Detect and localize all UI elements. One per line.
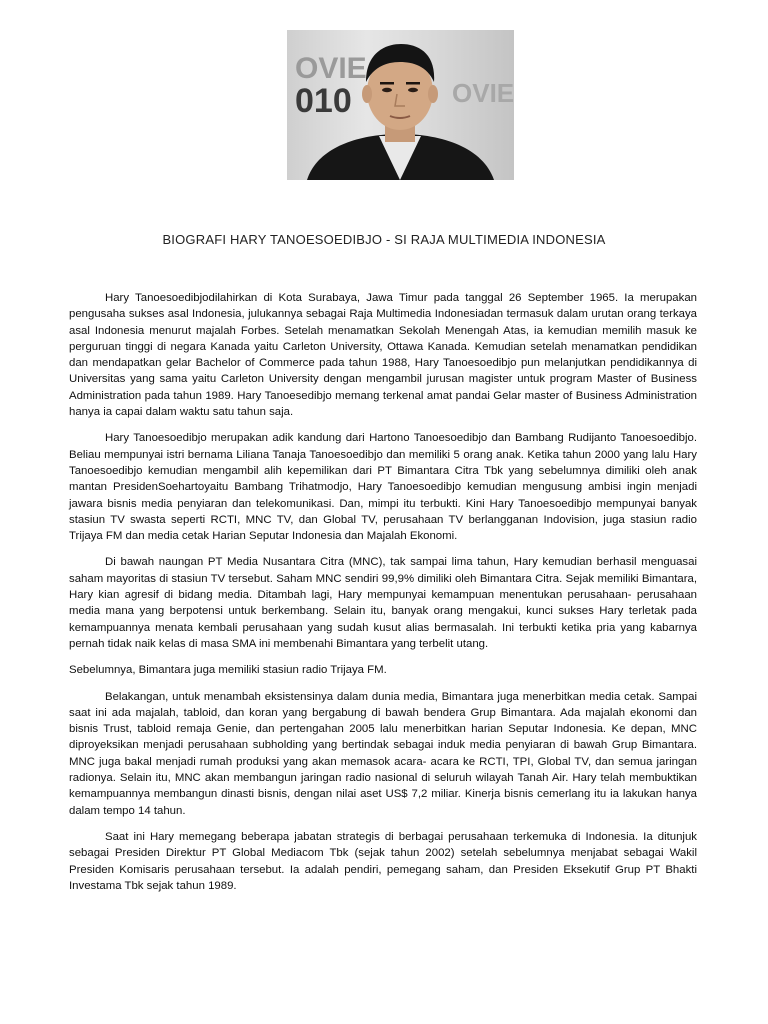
paragraph: Hary Tanoesoedibjodilahirkan di Kota Surabaya, Jawa Timur pada tanggal 26 September 1965. Ia merupakan pengusaha sukses asal Indonesia, julukannya sebagai Raja Multimedia Indonesiadan termasuk dalam urutan orang terkaya asal Indonesia menurut majalah Forbes. Setelah menamatkan Sekolah Menengah Atas, ia kemudian memilih masuk ke perguruan tinggi di negara Kanada yaitu Carleton University, Ottawa Kanada. Kemudian setelah menamatkan pendidikan dan mendapatkan gelar Bachelor of Commerce pada tahun 1988, Hary Tanoesoedibjo pun melanjutkan pendidikannya di Universitas yang sama yaitu Carleton University dengan mengambil jurusan magister untuk program Master of Business Administration pada tahun 1989. Hary Tanoesedibjo memang terkenal amat pandai Gelar master of Business Administration hanya ia capai dalam waktu satu tahun saja. xyxy=(69,292,697,419)
paragraph: Sebelumnya, Bimantara juga memiliki stasiun radio Trijaya FM. xyxy=(69,664,387,677)
portrait-illustration xyxy=(287,30,514,180)
paragraph: Saat ini Hary memegang beberapa jabatan strategis di berbagai perusahaan terkemuka di Indonesia. Ia ditunjuk sebagai Presiden Direktur PT Global Mediacom Tbk (sejak tahun 2002) setelah sebelumnya menjabat sebagai Wakil Presiden Komisaris perusahaan tersebut. Ia adalah pendiri, pemegang saham, dan Presiden Eksekutif Grup PT Bhakti Investama Tbk sejak tahun 1989. xyxy=(69,830,697,892)
paragraph: Hary Tanoesoedibjo merupakan adik kandung dari Hartono Tanoesoedibjo dan Bambang Rudijanto Tanoesoedibjo. Beliau mempunyai istri bernama Liliana Tanaja Tanoesoedibjo dan memiliki 5 orang anak. Ketika tahun 2000 yang lalu Hary Tanoesoedibjo kemudian mengambil alih kepemilikan dari PT Bimantara Citra Tbk yang sebelumnya dimiliki oleh anak mantan PresidenSoehartoyaitu Bambang Trihatmodjo, Hary Tanoesoedibjo kemudian mengusung ambisi ingin menjadi jawara bisnis media penyiaran dan telekomunikasi. Dan, mimpi itu terbukti. Kini Hary Tanoesoedibjo mempunyai banyak stasiun TV swasta seperti RCTI, MNC TV, dan Global TV, perusahaan TV berlangganan Indovision, juga stasiun radio Trijaya FM dan media cetak Harian Seputar Indonesia dan Majalah Ekonomi. xyxy=(69,432,697,543)
document-title: BIOGRAFI HARY TANOESOEDIBJO - SI RAJA MULTIMEDIA INDONESIA xyxy=(162,232,606,247)
biography-body xyxy=(69,290,697,904)
paragraph: Belakangan, untuk menambah eksistensinya dalam dunia media, Bimantara juga menerbitkan media cetak. Sampai saat ini ada majalah, tabloid, dan koran yang bergabung di bawah bendera Grup Bimantara. Ada majalah ekonomi dan bisnis Trust, tabloid remaja Genie, dan pertengahan 2005 lalu menerbitkan harian Seputar Indonesia. Ke depan, MNC diproyeksikan menjadi perusahaan subholding yang bertindak sebagai induk media penyiaran di bawah Grup Bimantara. MNC juga bakal menjadi rumah produksi yang akan memasok acara- acara ke RCTI, TPI, Global TV, dan semua jaringan radionya. Selain itu, MNC akan membangun jaringan radio nasional di seluruh wilayah Tanah Air. Hary telah membuktikan kemampuannya membangun dinasti bisnis, dengan nilai aset US$ 7,2 miliar. Kinerja bisnis cemerlang itu ia lakukan hanya dalam tempo 14 tahun. xyxy=(69,690,697,817)
portrait-photo xyxy=(287,30,514,180)
backdrop-text: OVIE xyxy=(452,78,514,108)
backdrop-text: 010 xyxy=(295,82,352,120)
backdrop-text: OVIE xyxy=(295,52,367,85)
paragraph: Di bawah naungan PT Media Nusantara Citra (MNC), tak sampai lima tahun, Hary kemudian berhasil menguasai saham mayoritas di stasiun TV tersebut. Saham MNC sendiri 99,9% dimiliki oleh Bimantara Citra. Sejak memiliki Bimantara, Hary kian agresif di bidang media. Ditambah lagi, Hary mempunyai kemampuan menentukan perusahaan- perusahaan media mana yang berpotensi untuk berkembang. Selain itu, banyak orang mengakui, kunci sukses Hary terletak pada kemampuannya menata kembali perusahaan yang sudah kusut alias bermasalah. Ini terbukti ketika pria yang kabarnya pernah tidak naik kelas di masa SMA ini membenahi Bimantara yang terbelit utang. xyxy=(69,556,697,650)
